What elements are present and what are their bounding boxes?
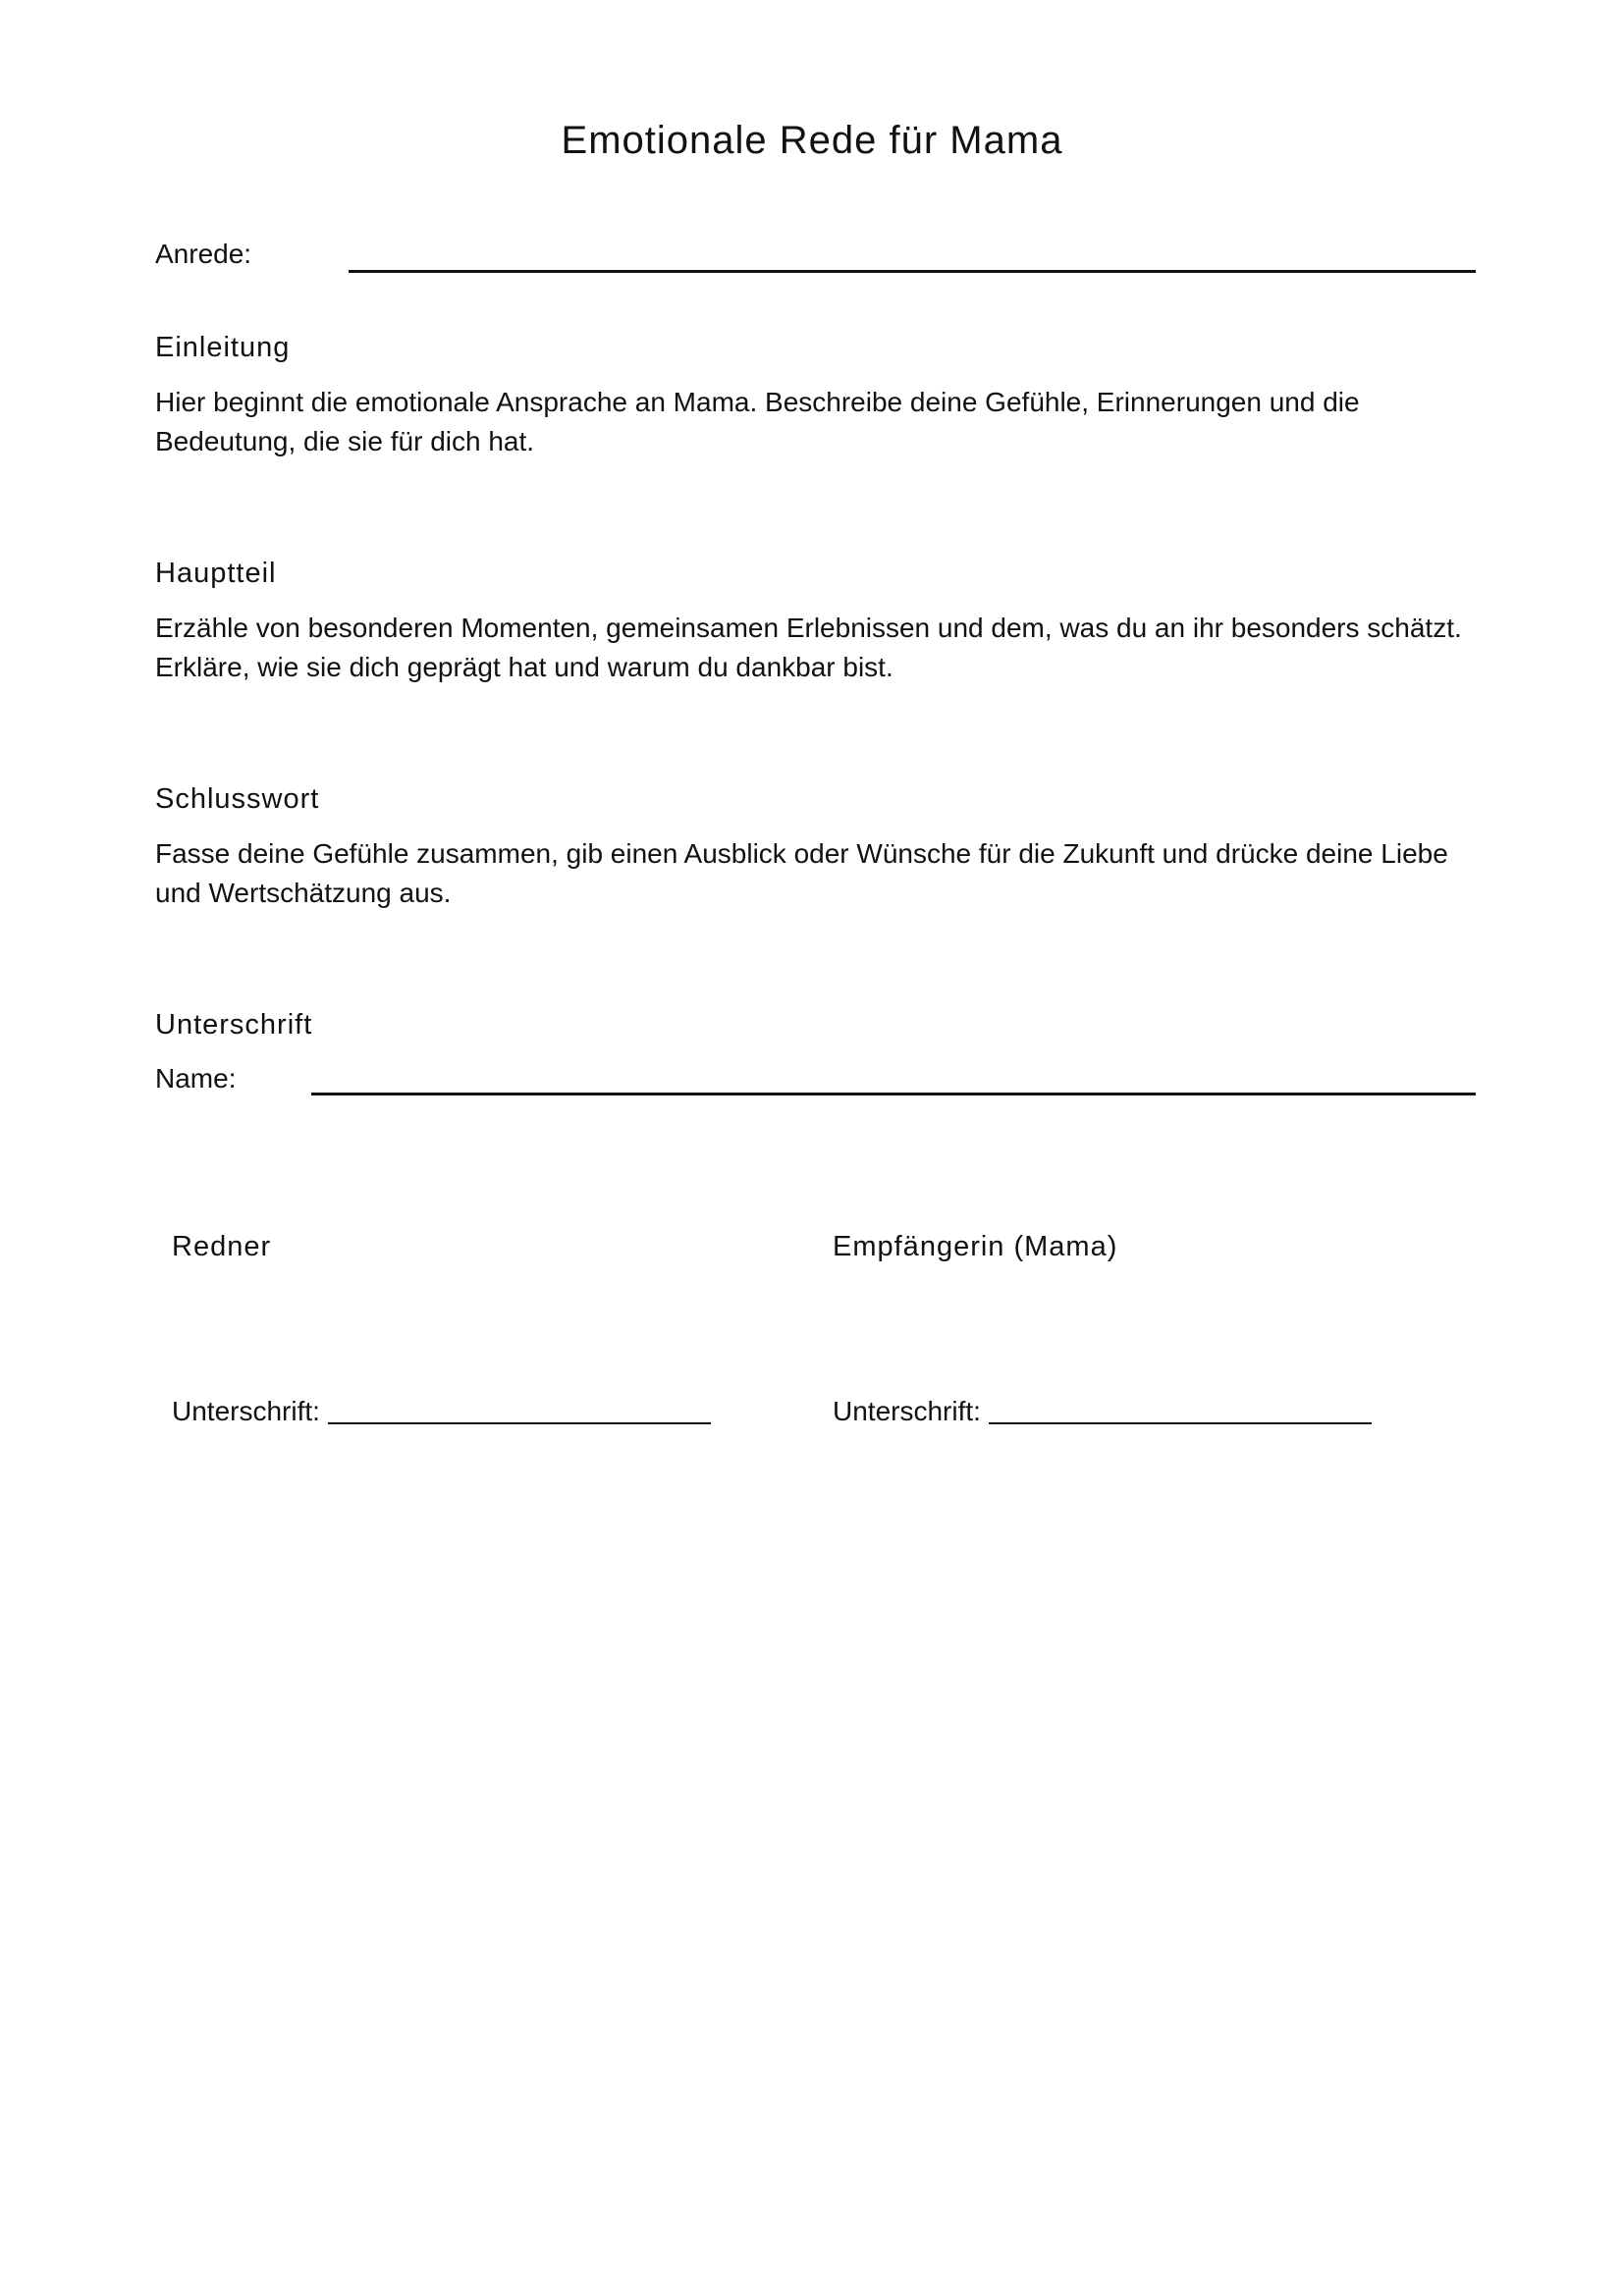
salutation-input-line[interactable] [349, 270, 1476, 273]
section-text-hauptteil: Erzähle von besonderen Momenten, gemeinsamen Erlebnissen und dem, was du an ihr besonders schätzt. Erkläre, wie sie dich geprägt hat und warum du dankbar bist. [155, 613, 1462, 682]
section-heading-hauptteil: Hauptteil [155, 558, 277, 589]
section-text-schlusswort: Fasse deine Gefühle zusammen, gib einen Ausblick oder Wünsche für die Zukunft und drücke deine Liebe und Wertschätzung aus. [155, 838, 1448, 908]
name-input-line[interactable] [311, 1093, 1476, 1095]
signature-label-mama: Unterschrift: [833, 1396, 981, 1426]
signature-field-redner[interactable] [172, 1395, 711, 1428]
page-title: Emotionale Rede für Mama [561, 119, 1063, 162]
signatory-role-redner: Redner [172, 1231, 272, 1262]
signature-line-mama[interactable] [989, 1422, 1372, 1424]
signature-heading: Unterschrift [155, 1009, 313, 1041]
name-label: Name: [155, 1063, 237, 1094]
section-heading-schlusswort: Schlusswort [155, 783, 320, 815]
signature-label-redner: Unterschrift: [172, 1396, 320, 1426]
signature-field-mama[interactable] [833, 1395, 1372, 1428]
salutation-label: Anrede: [155, 239, 252, 269]
section-heading-einleitung: Einleitung [155, 332, 291, 363]
section-text-einleitung: Hier beginnt die emotionale Ansprache an Mama. Beschreibe deine Gefühle, Erinnerungen und die Bedeutung, die sie für dich hat. [155, 387, 1360, 456]
signatory-role-mama: Empfängerin (Mama) [833, 1231, 1118, 1262]
signature-line-redner[interactable] [328, 1422, 711, 1424]
